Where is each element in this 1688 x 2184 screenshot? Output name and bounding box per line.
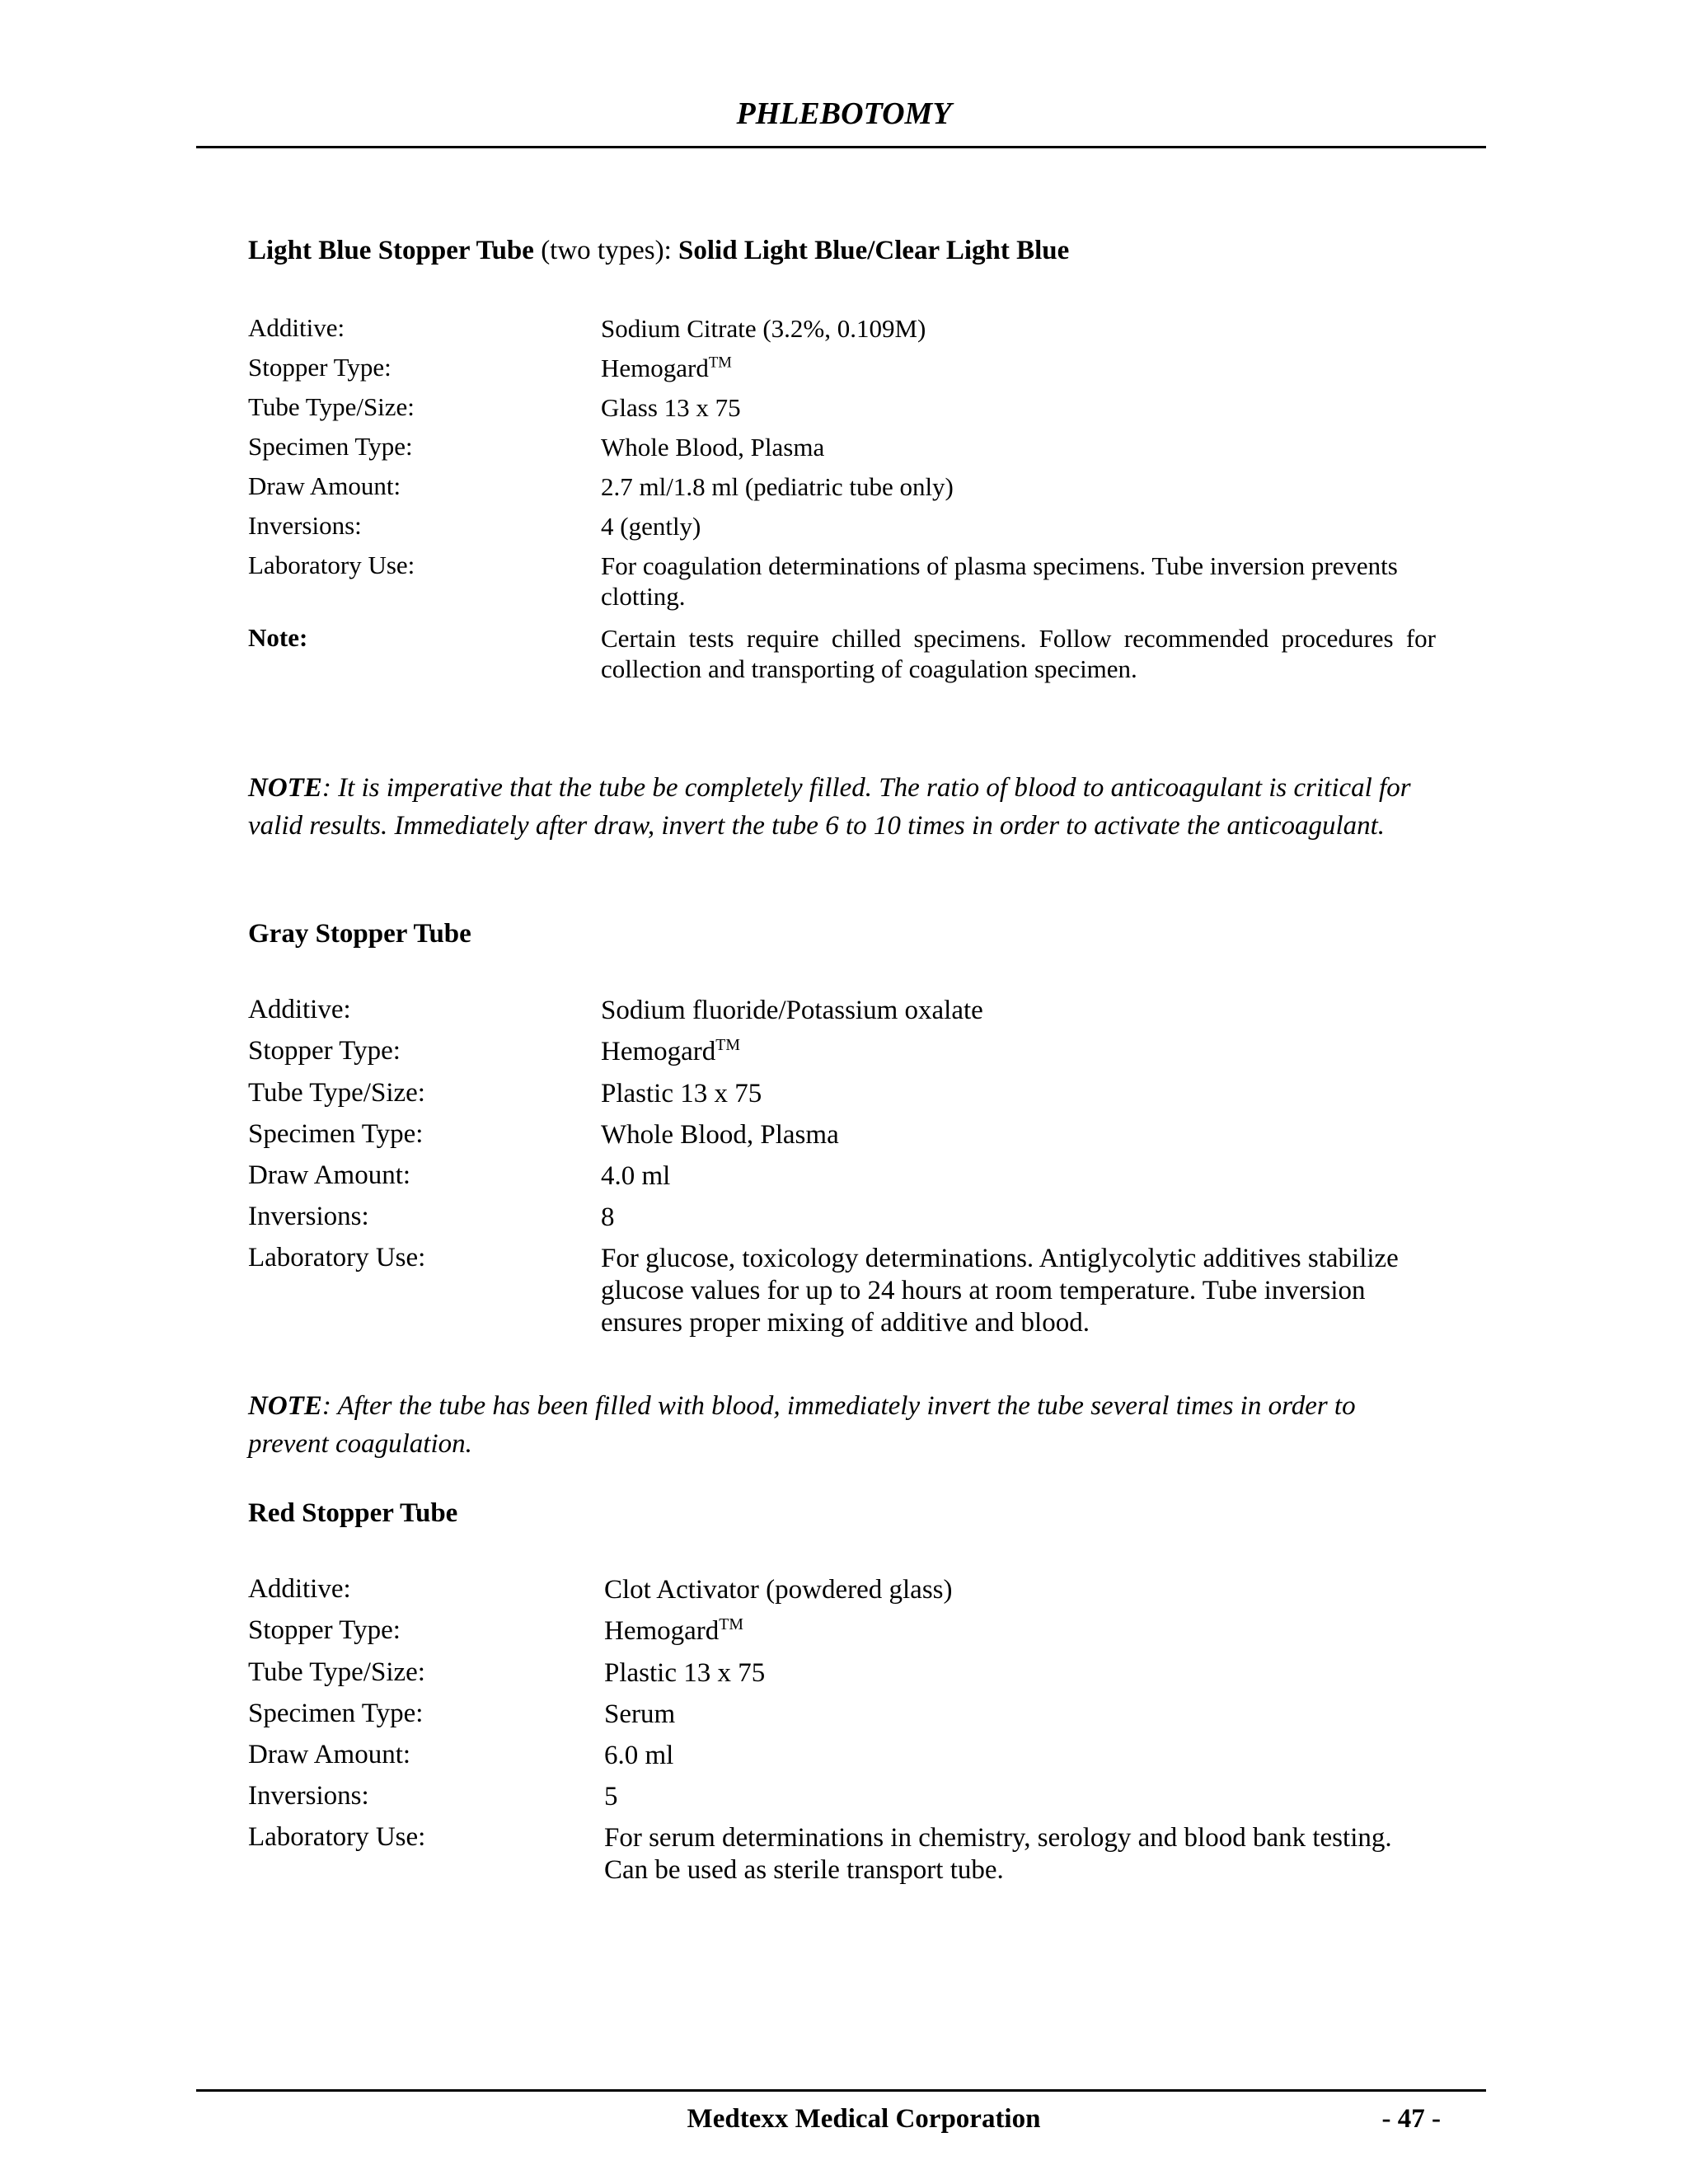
spec-value: 5: [604, 1782, 618, 1811]
spec-label: Inversions:: [248, 1781, 369, 1811]
spec-label: Specimen Type:: [248, 432, 413, 461]
spec-value: [601, 353, 1436, 383]
spec-value: 8: [601, 1202, 615, 1232]
spec-label: Additive:: [248, 313, 345, 342]
trademark-sup: TM: [708, 354, 732, 372]
footer-rule: [196, 2089, 1486, 2092]
section-title: [248, 236, 1069, 266]
title-bold: Light Blue Stopper Tube: [248, 236, 534, 265]
spec-label: Laboratory Use:: [248, 1243, 426, 1272]
spec-value: Glass 13 x 75: [601, 393, 741, 422]
spec-label: Additive:: [248, 1574, 351, 1604]
value-text: Hemogard: [601, 1037, 716, 1066]
spec-label: Note:: [248, 623, 308, 652]
value-text: Hemogard: [604, 1616, 720, 1646]
spec-value: Plastic 13 x 75: [601, 1079, 762, 1108]
spec-label: Laboratory Use:: [248, 1822, 426, 1852]
page-number: - 47 -: [1381, 2104, 1441, 2134]
spec-value: Plastic 13 x 75: [604, 1658, 766, 1688]
note-text: : After the tube has been filled with blood, immediately invert the tube several times in order to prevent coagulation.: [248, 1391, 1356, 1459]
spec-value: Whole Blood, Plasma: [601, 1120, 839, 1150]
spec-value: For coagulation determinations of plasma specimens. Tube inversion prevents clotting.: [601, 551, 1398, 611]
page-title: PHLEBOTOMY: [736, 96, 952, 131]
section-title: Red Stopper Tube: [248, 1498, 458, 1528]
note-text: : It is imperative that the tube be completely filled. The ratio of blood to anticoagulant is critical for valid results. Immediately after draw, invert the tube 6 to 10 times in order to activate the anticoagulant.: [248, 773, 1411, 841]
spec-label: Draw Amount:: [248, 471, 401, 500]
spec-value: 4.0 ml: [601, 1161, 671, 1191]
section-title: Gray Stopper Tube: [248, 919, 471, 949]
spec-label: Inversions:: [248, 511, 362, 540]
spec-label: Stopper Type:: [248, 1615, 401, 1645]
spec-value: Sodium fluoride/Potassium oxalate: [601, 996, 983, 1025]
spec-value: For serum determinations in chemistry, serology and blood bank testing. Can be used as sterile transport tube.: [604, 1823, 1392, 1885]
spec-value: [604, 1615, 1436, 1647]
spec-value: Clot Activator (powdered glass): [604, 1575, 953, 1605]
spec-label: Stopper Type:: [248, 1036, 401, 1066]
header-rule: [196, 146, 1486, 148]
value-text: Hemogard: [601, 354, 709, 382]
footer-corporation: Medtexx Medical Corporation: [687, 2104, 1041, 2134]
spec-value: For glucose, toxicology determinations. Antiglycolytic additives stabilize glucose values for up to 24 hours at room temperature. Tube inversion ensures proper mixing of additive and blood.: [601, 1244, 1399, 1338]
spec-value: 6.0 ml: [604, 1741, 674, 1770]
spec-label: Specimen Type:: [248, 1119, 424, 1149]
spec-label: Tube Type/Size:: [248, 1078, 425, 1108]
note-label: NOTE: [248, 1391, 322, 1421]
title-plain: (two types):: [533, 236, 678, 265]
spec-value: 4 (gently): [601, 512, 701, 541]
spec-label: Stopper Type:: [248, 353, 392, 382]
trademark-sup: TM: [715, 1036, 740, 1054]
section-note: [248, 769, 1435, 845]
spec-label: Tube Type/Size:: [248, 392, 415, 421]
title-bold-2: Solid Light Blue/Clear Light Blue: [678, 236, 1070, 265]
trademark-sup: TM: [719, 1615, 743, 1633]
spec-value: Serum: [604, 1699, 676, 1729]
section-note: [248, 1387, 1435, 1463]
spec-value: Sodium Citrate (3.2%, 0.109M): [601, 314, 926, 343]
spec-label: Specimen Type:: [248, 1699, 424, 1728]
spec-value: [601, 1036, 1436, 1068]
spec-value: Whole Blood, Plasma: [601, 433, 825, 462]
spec-label: Draw Amount:: [248, 1160, 411, 1190]
spec-label: Laboratory Use:: [248, 551, 415, 579]
spec-label: Additive:: [248, 995, 351, 1024]
spec-value: 2.7 ml/1.8 ml (pediatric tube only): [601, 472, 954, 501]
spec-label: Inversions:: [248, 1202, 369, 1231]
note-label: NOTE: [248, 773, 322, 803]
spec-value: Certain tests require chilled specimens. Follow recommended procedures for collection and transporting of coagulation specimen.: [601, 624, 1436, 683]
spec-label: Draw Amount:: [248, 1740, 411, 1769]
spec-label: Tube Type/Size:: [248, 1657, 425, 1687]
